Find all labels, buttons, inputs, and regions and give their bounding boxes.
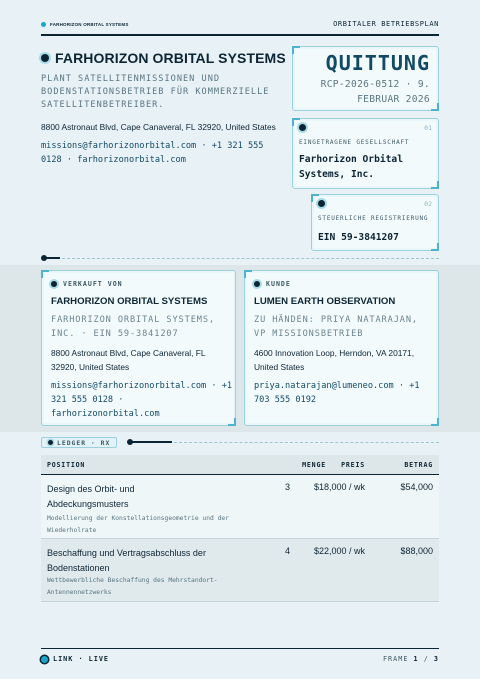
company-name: FARHORIZON ORBITAL SYSTEMS [55, 50, 286, 66]
footer [41, 655, 439, 663]
frame-label: FRAME [382, 655, 409, 663]
frame-separator: / [423, 655, 429, 663]
column-header-position: POSITION [47, 461, 86, 469]
table-row [41, 539, 439, 602]
buyer-card [244, 270, 439, 426]
seller-tag [51, 280, 123, 288]
card-number: 01 [424, 124, 432, 132]
ledger-table-header [41, 455, 439, 475]
link-status-label: LINK · LIVE [53, 655, 110, 663]
line-item-price: $18,000 / wk [313, 482, 365, 492]
column-header-price: PREIS [341, 461, 365, 469]
tax-registration-card [311, 194, 439, 251]
corner-bracket-icon [431, 103, 439, 111]
frame-current: 1 [413, 655, 419, 663]
line-item-amount: $54,000 [400, 482, 433, 492]
card-dot-icon [299, 124, 306, 131]
company-dot-icon [41, 54, 49, 62]
buyer-tag [254, 280, 291, 288]
card-label: EINGETRAGENE GESELLSCHAFT [299, 139, 410, 146]
buyer-dot-icon [254, 281, 260, 287]
registered-company-card [292, 118, 439, 189]
seller-legal-name: FARHORIZON ORBITAL SYSTEMS, INC. · EIN 59-3841207 [51, 315, 215, 339]
seller-tag-label: VERKAUFT VON [63, 280, 123, 288]
card-value: Farhorizon Orbital Systems, Inc. [299, 154, 403, 180]
seller-dot-icon [51, 281, 57, 287]
buyer-contact: priya.natarajan@lumeneo.com · +1 703 555 0192 [254, 381, 420, 405]
card-value: EIN 59-3841207 [318, 232, 399, 243]
ledger-tag [41, 437, 117, 448]
brand-dot-icon [41, 22, 46, 27]
corner-bracket-icon [431, 181, 439, 189]
separator-line [46, 257, 60, 259]
company-tagline: PLANT SATELLITENMISSIONEN UND BODENSTATIONSBETRIEB FÜR KOMMERZIELLE SATELLITENBETREIBER. [41, 74, 270, 111]
ledger-tag-label: LEDGER · RX [57, 438, 111, 447]
document-type-label: ORBITALER BETRIEBSPLAN [333, 20, 439, 28]
seller-name: FARHORIZON ORBITAL SYSTEMS [51, 296, 208, 307]
company-heading [41, 50, 286, 66]
top-bar-brand-group [41, 22, 129, 27]
buyer-attention: ZU HÄNDEN: PRIYA NATARAJAN, VP MISSIONSBETRIEB [254, 315, 418, 339]
line-item-qty: 3 [284, 482, 290, 492]
separator-line [132, 441, 172, 443]
top-bar-brand: FARHORIZON ORBITAL SYSTEMS [50, 21, 129, 27]
line-item-note: Modellierung der Konstellationsgeometrie und der Wiederholrate [47, 515, 229, 534]
footer-divider [41, 648, 439, 649]
separator-dashes [174, 442, 439, 443]
frame-total: 3 [433, 655, 439, 663]
live-status-icon [41, 656, 48, 663]
card-label: STEUERLICHE REGISTRIERUNG [318, 215, 429, 222]
seller-address: 8800 Astronaut Blvd, Cape Canaveral, FL 32920, United States [51, 348, 206, 372]
line-item-price: $22,000 / wk [313, 546, 365, 556]
corner-bracket-icon [292, 46, 300, 54]
card-number: 02 [424, 200, 432, 208]
corner-bracket-icon [41, 270, 49, 278]
line-item-description: Design des Orbit- und Abdeckungsmusters [47, 484, 135, 509]
separator-dashes [62, 258, 439, 259]
ledger-dot-icon [48, 440, 53, 445]
line-item-note: Wettbewerbliche Beschaffung des Mehrstandort-Antennennetzwerks [47, 577, 218, 596]
seller-contact: missions@farhorizonorbital.com · +1 321 555 0128 · farhorizonorbital.com [51, 381, 233, 419]
line-item-qty: 4 [284, 546, 290, 556]
corner-bracket-icon [244, 270, 252, 278]
buyer-address: 4600 Innovation Loop, Herndon, VA 20171, United States [254, 348, 415, 372]
link-status [41, 655, 109, 663]
receipt-title: QUITTUNG [325, 51, 430, 75]
column-header-qty: MENGE [302, 461, 326, 469]
top-divider [41, 34, 439, 36]
seller-card [41, 270, 236, 426]
buyer-name: LUMEN EARTH OBSERVATION [254, 296, 396, 307]
buyer-tag-label: KUNDE [266, 280, 291, 288]
company-address: 8800 Astronaut Blvd, Cape Canaveral, FL 32920, United States [41, 122, 276, 132]
table-row [41, 475, 439, 539]
corner-bracket-icon [431, 418, 439, 426]
receipt-title-card [292, 46, 439, 111]
company-contact: missions@farhorizonorbital.com · +1 321 555 0128 · farhorizonorbital.com [41, 141, 264, 165]
line-item-description: Beschaffung und Vertragsabschluss der Bodenstationen [47, 548, 206, 573]
card-dot-icon [318, 200, 325, 207]
line-item-amount: $88,000 [400, 546, 433, 556]
top-bar [41, 14, 439, 34]
receipt-number-date: RCP-2026-0512 · 9. FEBRUAR 2026 [320, 79, 430, 105]
frame-indicator [383, 655, 439, 663]
corner-bracket-icon [431, 243, 439, 251]
column-header-amount: BETRAG [404, 461, 433, 469]
